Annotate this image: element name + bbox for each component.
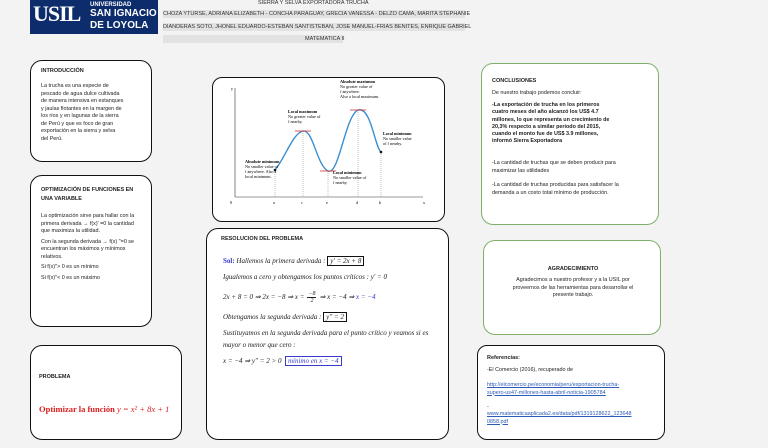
acknowledgment-card [483,240,661,335]
problem-statement: Optimizar la función y = x² + 8x + 1 [39,404,170,414]
svg-text:e: e [326,200,328,205]
resolution-title: RESOLUCION DEL PROBLEMA [221,236,304,242]
references-card: Referencias: -El Comercio (2016), recuperado de http://elcomercio.pe/economia/peru/exportacion-trucha- supero-us47-millones-hasta-abril-noticia-1905784 - www.matematicaaplicada2.es/data/pdf/1319128622_123648 0858.pdf [477,345,665,440]
svg-text:Local minimum: Local minimum [333,170,362,175]
svg-text:f nearby.: f nearby. [288,119,303,124]
svg-text:c: c [301,200,303,205]
logo-line-1: UNIVERSIDAD [90,2,132,8]
svg-text:No smaller value of: No smaller value of [245,164,279,169]
intro-text: La trucha es una especie de pescado de agua dulce cultivada de manera intensiva en estanques y jaulas flotantes en la margen de los ríos y en lagunas de la sierra de Perú y que es foco de gran exportación en la sierra y selva del Perú. [41,83,124,142]
optimization-title: OPTIMIZACIÓN DE FUNCIONES EN UNA VARIABLE [41,187,134,202]
conclusions-card [481,63,659,225]
acknowledgment-title: AGRADECIMIENTO [547,266,599,272]
svg-text:No greater value of: No greater value of [340,84,373,89]
resolution-card [206,228,449,440]
svg-text:0: 0 [230,200,233,205]
authors-line-2: DIANDERAS SOTO, JHONEL EDUARDO-ESTEBAN SANTISTEBAN, JOSE MANUEL-FRIAS BENITES, ENRIQUE GABRIEL [163,24,472,30]
svg-text:a: a [273,200,275,205]
extrema-graph-card [212,77,445,222]
problem-card [30,345,182,440]
reference-1-source: -El Comercio (2016), recuperado de [487,367,573,373]
axis-x-label: x [423,200,426,205]
optimization-card [30,175,152,327]
axis-y-label: y [231,86,234,91]
problem-title: PROBLEMA [39,374,71,380]
usil-logo [30,0,158,34]
intro-card [30,60,152,162]
conclusion-2: -La cantidad de truchas que se deben producir para maximizar las utilidades [492,160,616,174]
svg-text:No greater value of: No greater value of [288,114,321,119]
reference-2-link[interactable]: www.matematicaaplicada2.es/data/pdf/1319128622_123648 0858.pdf [487,411,632,425]
svg-text:f anywhere.: f anywhere. [340,89,360,94]
reference-1-link[interactable]: http://elcomercio.pe/economia/peru/exportacion-trucha- supero-us47-millones-hasta-abril-noticia-1905784 [487,382,620,396]
resolution-steps: Sol: Hallemos la primera derivada : y' = 2x + 8 Igualemos a cero y obtengamos los puntos críticos : y' = 0 2x + 8 = 0 ⇒ 2x = −8 ⇒ x = $\frac{-8}{2}$ ⇒ x = −4 ⇒ x = −4 Obtengamos la segunda derivada : y'' = 2 Sustituyamos en la segunda derivada para el punto crítico y veamos si es mayor o menor que cero : x = −4 ⇒ y'' = 2 > 0 mínimo en x = −4 [223,257,429,365]
svg-text:No smaller value of: No smaller value of [333,175,367,180]
svg-text:Absolute minimum: Absolute minimum [245,159,280,164]
extrema-graph [213,78,446,223]
conclusion-3: -La cantidad de truchas producidas para satisfacer la demanda a un costo total mínimo de producción. [492,182,619,196]
svg-text:Also a local maximum.: Also a local maximum. [340,94,380,99]
logo-line-2: SAN IGNACIO [90,8,157,19]
svg-text:b: b [379,200,382,205]
svg-text:Absolute maximum: Absolute maximum [340,79,376,84]
poster-title: SIERRA Y SELVA EXPORTADORA TRUCHA [258,0,369,6]
svg-text:d: d [356,200,359,205]
svg-text:f nearby.: f nearby. [333,180,348,185]
svg-text:f anywhere. Also a: f anywhere. Also a [245,169,277,174]
conclusions-title: CONCLUSIONES [492,78,537,84]
conclusion-1: -La exportación de trucha en los primeros cuatro meses del año alcanzó los US$ 4.7 millones, lo que representa un crecimiento de 20,3% respecto a similar periodo del 2015, cuando el monto fue de US$ 3.9 millones, informó Sierra Exportadora [492,102,610,145]
conclusions-intro: De nuestro trabajo podemos concluir: [492,90,582,96]
authors-line-1: CHOZA YTURSE, ADRIANA ELIZABETH - CONCHA PARAGUAY, GRECIA VANESSA - DELZO CAMA, MARITA STEPHANIE [163,11,471,17]
logo-line-3: DE LOYOLA [90,20,149,31]
svg-text:No smaller value: No smaller value [383,136,412,141]
intro-title: INTRODUCCIÓN [41,68,84,74]
svg-text:local minimum.: local minimum. [245,174,272,179]
usil-logo-mark: USIL [33,1,81,26]
svg-text:Local minimum: Local minimum [383,131,412,136]
optimization-text: La optimización sirve para hallar con la primera derivada → f(x)' =0 la cantidad que maximiza la utilidad. Con la segunda derivada → f(x) ''=0 se encuentran los máximos y mínimos relativos. Si f(x)''> 0 es un mínimo Si f(x)''< 0 es un máximo [41,213,135,281]
svg-text:Local maximum: Local maximum [288,109,318,114]
svg-text:of f nearby.: of f nearby. [383,141,403,146]
references-title: Referencias: [487,355,521,361]
course-name: MATEMATICA II [305,36,345,42]
acknowledgment-text: Agradecimos a nuestro profesor y a la USIL por proveernos de las herramientas para desarrollar el presente trabajo. [512,277,634,298]
